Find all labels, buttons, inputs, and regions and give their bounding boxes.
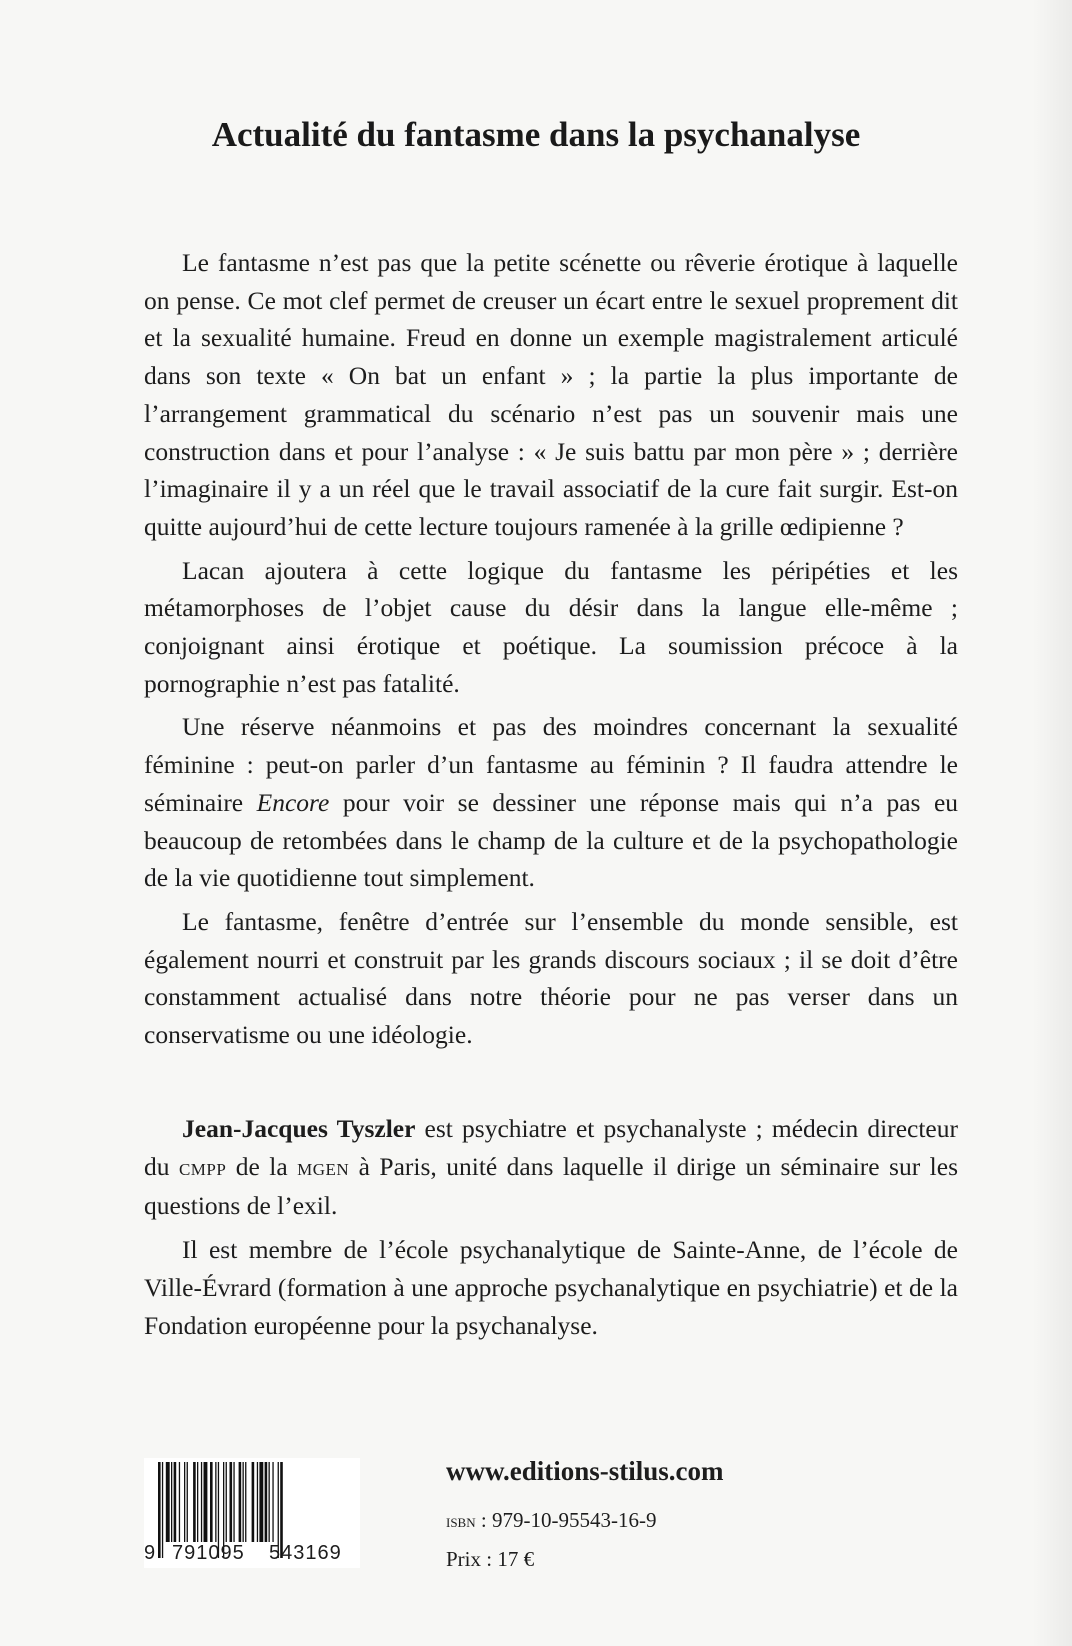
barcode-bar bbox=[187, 1462, 188, 1542]
bio-text: de la bbox=[226, 1151, 298, 1181]
book-blurb bbox=[144, 244, 958, 1054]
bio-text: est psychiatre et psychanalyste ; médecin directeur du bbox=[144, 1114, 958, 1181]
barcode-bar bbox=[210, 1462, 213, 1542]
barcode-bar bbox=[166, 1462, 170, 1542]
barcode-bar bbox=[179, 1462, 180, 1542]
barcode-bar bbox=[171, 1462, 172, 1542]
bio-paragraph bbox=[144, 1110, 958, 1225]
barcode-bar bbox=[243, 1462, 244, 1542]
barcode-bar bbox=[204, 1462, 208, 1542]
barcode-bar bbox=[269, 1462, 270, 1542]
isbn-line bbox=[446, 1508, 656, 1533]
blurb-paragraph: Lacan ajoutera à cette logique du fantasme les péripéties et les métamorphoses de l’objet cause du désir dans la langue elle-même ; conjoignant ainsi érotique et poétique. La soumission précoce à la pornographie n’est pas fatalité. bbox=[144, 555, 958, 698]
blurb-paragraph: Le fantasme, fenêtre d’entrée sur l’ensemble du monde sensible, est également nourri et construit par les grands discours sociaux ; il se doit d’être constamment actualisé dans notre théorie pour ne pas verser dans un conservatisme ou une idéologie. bbox=[144, 906, 958, 1050]
barcode-bar bbox=[257, 1462, 258, 1542]
barcode-bar bbox=[272, 1462, 273, 1542]
publisher-website: www.editions-stilus.com bbox=[446, 1456, 724, 1486]
barcode-bar bbox=[174, 1462, 177, 1542]
isbn-number: 979-10-95543-16-9 bbox=[491, 1508, 657, 1532]
barcode-bar bbox=[215, 1462, 216, 1542]
barcode-bar bbox=[201, 1462, 202, 1542]
author-name: Jean-Jacques Tyszler bbox=[182, 1114, 416, 1143]
bio-paragraph: Il est membre de l’école psychanalytique de Sainte-Anne, de l’école de Ville-Évrard (formation à une approche psychanalytique en psychiatrie) et de la Fondation européenne pour la psychanalyse. bbox=[144, 1235, 958, 1340]
book-title: Actualité du fantasme dans la psychanalyse bbox=[211, 115, 861, 154]
blurb-text: pour voir se dessiner une réponse mais qui n’a pas eu beaucoup de retombées dans le champ de la culture et de la psychopathologie de la vie quotidienne tout simplement. bbox=[144, 787, 959, 893]
isbn-label: isbn bbox=[446, 1511, 476, 1532]
barcode-bar bbox=[226, 1462, 227, 1542]
bio-text: à Paris, unité dans laquelle il dirige un séminaire sur les questions de l’exil. bbox=[144, 1151, 958, 1221]
barcode-bar bbox=[265, 1462, 268, 1542]
blurb-paragraph bbox=[144, 708, 958, 897]
barcode-bar bbox=[252, 1462, 255, 1542]
barcode-bar bbox=[184, 1462, 185, 1542]
barcode-bar bbox=[197, 1462, 198, 1542]
mgen-abbr: mgen bbox=[297, 1154, 350, 1181]
cmpp-abbr: cmpp bbox=[178, 1154, 227, 1181]
blurb-text: Une réserve néanmoins et pas des moindres concernant la sexualité féminine : peut-on parler d’un fantasme au féminin ? Il faudra attendre le séminaire bbox=[144, 712, 958, 817]
barcode-left-group: 791095 bbox=[172, 1542, 245, 1564]
barcode-bar bbox=[233, 1462, 234, 1542]
page-edge-shadow bbox=[1032, 0, 1072, 1646]
barcode-first-digit: 9 bbox=[144, 1542, 156, 1564]
isbn-separator: : bbox=[475, 1508, 492, 1532]
barcode-bar bbox=[239, 1462, 242, 1542]
blurb-paragraph: Le fantasme n’est pas que la petite scénette ou rêverie érotique à laquelle on pense. Ce mot clef permet de creuser un écart entre le sexuel proprement dit et la sexualité humaine. Freud en donne un exemple magistralement articulé dans son texte « On bat un enfant » ; la partie la plus importante de l’arrangement grammatical du scénario n’est pas un souvenir mais une construction dans et pour l’analyse : « Je suis battu par mon père » ; derrière l’imaginaire il y a un réel que le travail associatif de la cure fait surgir. Est-on quitte aujourd’hui de cette lecture toujours ramenée à la grille œdipienne ? bbox=[144, 248, 958, 541]
price: Prix : 17 € bbox=[446, 1547, 535, 1571]
seminar-title: Encore bbox=[256, 787, 330, 817]
isbn-barcode bbox=[144, 1458, 360, 1568]
barcode-digits bbox=[144, 1542, 360, 1568]
barcode-bar bbox=[230, 1462, 233, 1542]
barcode-bar bbox=[245, 1462, 246, 1542]
barcode-bar bbox=[193, 1462, 196, 1542]
barcode-bar bbox=[259, 1462, 263, 1542]
barcode-right-group: 543169 bbox=[269, 1542, 342, 1564]
author-bio bbox=[144, 1110, 958, 1344]
